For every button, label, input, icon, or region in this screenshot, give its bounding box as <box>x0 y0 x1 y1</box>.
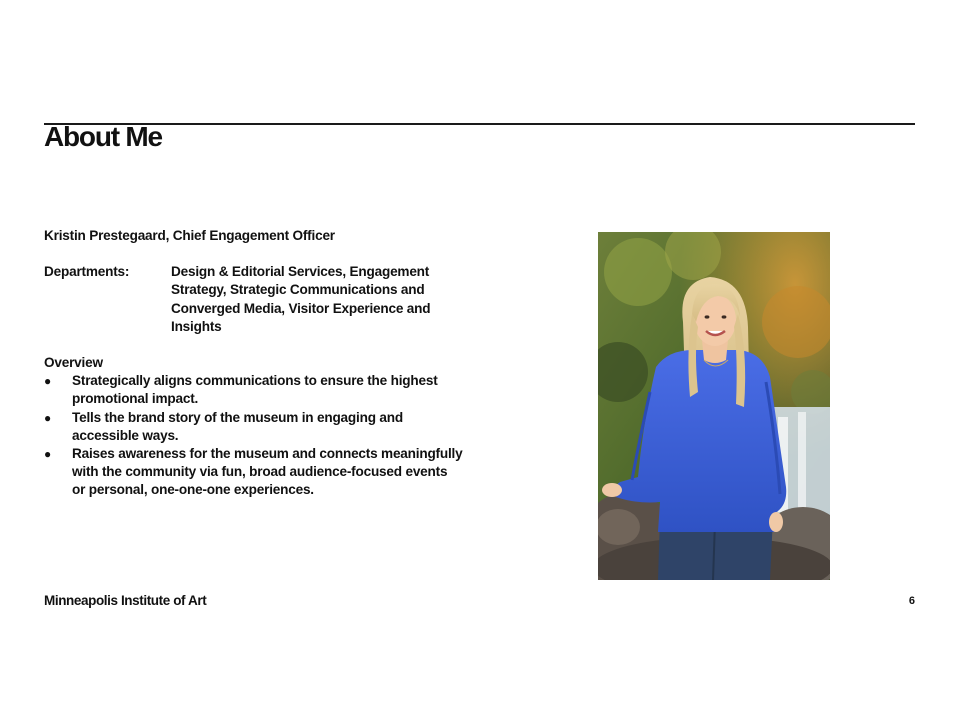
portrait-photo <box>598 232 830 580</box>
about-text-block <box>44 227 464 500</box>
list-item: ● Tells the brand story of the museum in engaging and accessible ways. <box>44 409 464 445</box>
bullet-icon: ● <box>44 410 52 425</box>
title-rule <box>44 123 915 125</box>
person-name-title: Kristin Prestegaard, Chief Engagement Officer <box>44 228 335 243</box>
page-number: 6 <box>908 595 915 607</box>
page-title: About Me <box>44 121 162 152</box>
departments-label: Departments: <box>44 264 130 280</box>
bullet-icon: ● <box>44 374 52 389</box>
list-item: ● Strategically aligns communications to ensure the highest promotional impact. <box>44 372 464 408</box>
overview-bullets <box>44 372 464 499</box>
list-item: ● Raises awareness for the museum and connects meaningfully with the community via fun, broad audience-focused events or personal, one-one-one experiences. <box>44 445 464 500</box>
departments-value: Design & Editorial Services, Engagement Strategy, Strategic Communications and Converged Media, Visitor Experience and Insights <box>171 264 431 334</box>
departments-row <box>44 263 464 336</box>
overview-heading: Overview <box>44 355 103 371</box>
bullet-icon: ● <box>44 447 52 462</box>
footer-logo: Minneapolis Institute of Art <box>44 593 207 608</box>
